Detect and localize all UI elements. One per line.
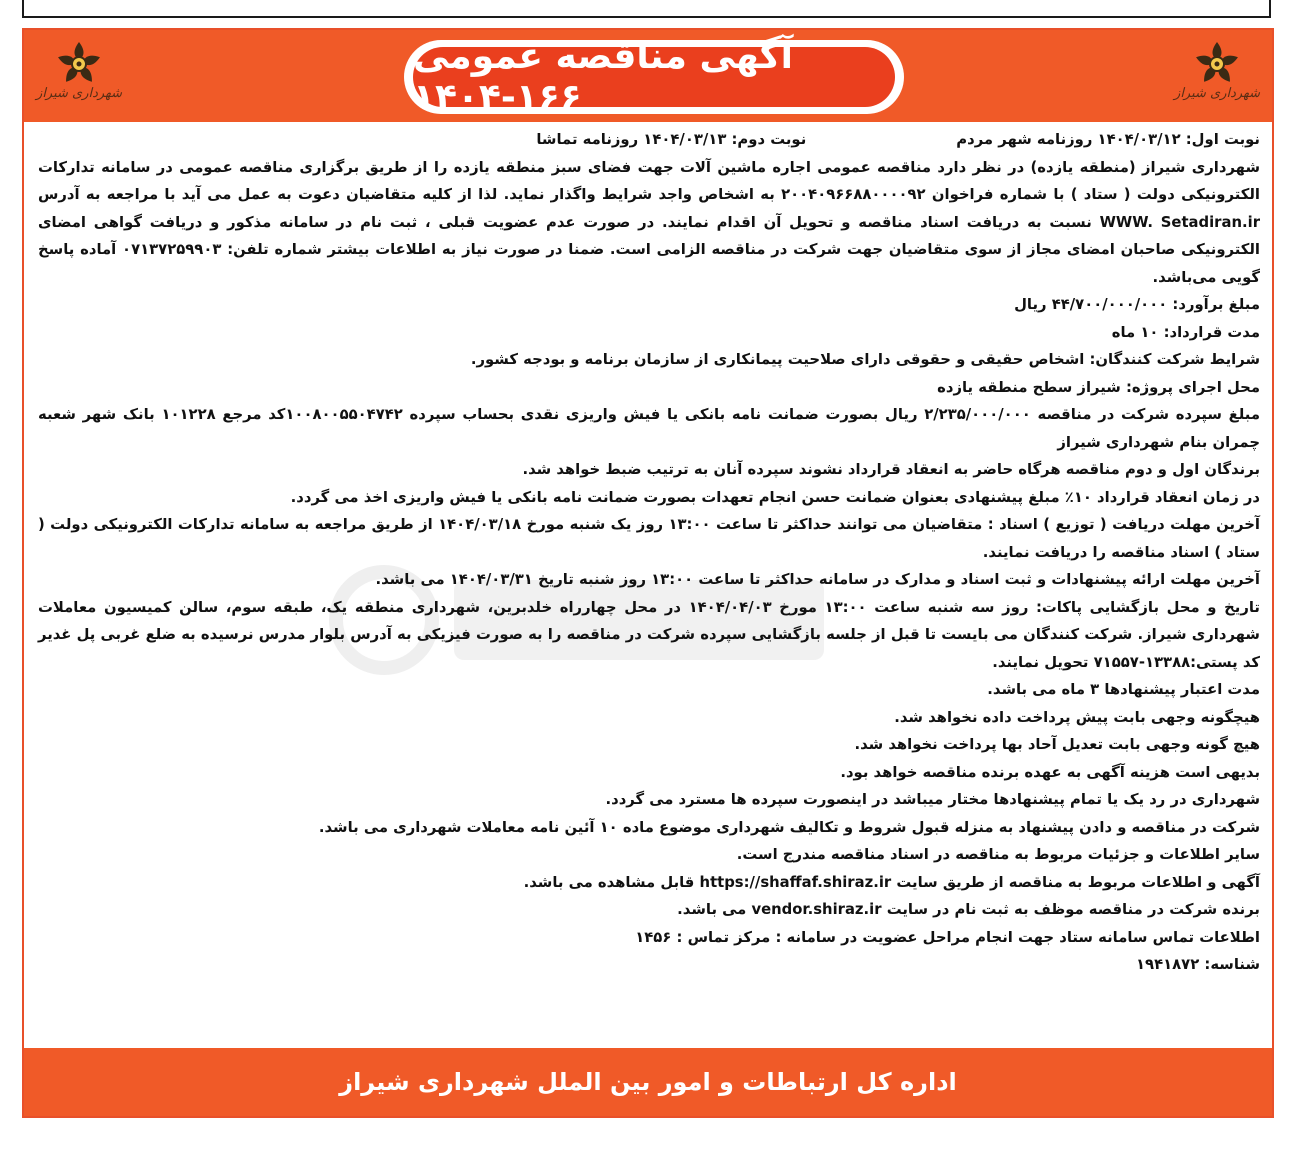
- setadiran-link[interactable]: WWW. Setadiran.ir: [1099, 213, 1260, 231]
- deadline-submit-line: آخرین مهلت ارائه پیشنهادات و ثبت اسناد و مدارک در سامانه حداکثر تا ساعت ۱۳:۰۰ روز شنبه تاریخ ۱۴۰۴/۰۳/۳۱ می باشد.: [375, 571, 1260, 588]
- notice-title: آگهی مناقصه عمومی ۱۶۶-۱۴۰۴: [413, 47, 895, 107]
- ad-cost-line: بدیهی است هزینه آگهی به عهده برنده مناقصه خواهد بود.: [840, 763, 1260, 781]
- duration-line: مدت قرارداد: ۱۰ ماه: [1111, 323, 1260, 341]
- validity-line: مدت اعتبار پیشنهادها ۳ ماه می باشد.: [987, 681, 1260, 698]
- intro-paragraph: [38, 154, 1260, 292]
- logo-right: [1176, 40, 1258, 114]
- contact-line: اطلاعات تماس سامانه ستاد جهت انجام مراحل عضویت در سامانه : مرکز تماس : ۱۴۵۶: [635, 928, 1260, 946]
- intro-text-1: شهرداری شیراز (منطقه یازده) در نظر دارد مناقصه عمومی اجاره ماشین آلات جهت فضای سبز منطقه یازده را از طریق برگزاری مناقصه عمومی در سامانه تدارکات الکترونیکی دولت ( ستاد ) با شماره فراخوان ۲۰۰۴۰۹۶۶۸۸۰۰۰۰۹۲ به اشخاص واجد شرایط واگذار نماید. لذا از کلیه متقاضیان دعوت به عمل می آید با مراجعه به آدرس: [38, 158, 1260, 203]
- vendor-line: [38, 896, 1260, 924]
- rejection-line: شهرداری در رد یک یا تمام پیشنهادها مختار میباشد در اینصورت سپرده ها مسترد می گردد.: [605, 791, 1260, 808]
- site-info-line: [38, 869, 1260, 897]
- previous-notice-frame: [22, 0, 1271, 18]
- opening-paragraph: تاریخ و محل بازگشایی پاکات: روز سه شنبه ساعت ۱۳:۰۰ مورخ ۱۴۰۴/۰۴/۰۳ در محل چهارراه خلدبرین، شهرداری منطقه یک، طبقه سوم، سالن کمیسیون معاملات شهرداری شیراز. شرکت کنندگان می بایست تا قبل از جلسه بازگشایی سپرده شرکت در مناقصه را به صورت فیزیکی به آدرس بلوار مدرس نرسیده به ضلع غربی پل غدیر کد پستی:۱۳۳۸۸-۷۱۵۵۷ تحویل نمایند.: [38, 598, 1260, 671]
- vendor-link[interactable]: vendor.shiraz.ir: [751, 901, 882, 918]
- logo-right-text: شهرداری شیراز: [1174, 86, 1260, 101]
- estimate-line: مبلغ برآورد: ۴۴/۷۰۰/۰۰۰/۰۰۰ ریال: [1014, 296, 1260, 313]
- footer-text: اداره کل ارتباطات و امور بین الملل شهرداری شیراز: [339, 1068, 957, 1096]
- conditions-line: شرایط شرکت کنندگان: اشخاص حقیقی و حقوقی دارای صلاحیت پیمانکاری از سازمان برنامه و بودجه کشور.: [470, 351, 1260, 368]
- publication-dates: [38, 126, 1260, 154]
- title-pill: [404, 36, 904, 118]
- first-publication: نوبت اول: ۱۴۰۴/۰۳/۱۲ روزنامه شهر مردم: [956, 131, 1260, 148]
- winners-line: برندگان اول و دوم مناقصه هرگاه حاضر به انعقاد قرارداد نشوند سپرده آنان به ترتیب ضبط خواهد شد.: [522, 461, 1260, 478]
- municipality-emblem-icon: [55, 40, 103, 88]
- site-info-post: قابل مشاهده می باشد.: [523, 873, 695, 891]
- acceptance-line: شرکت در مناقصه و دادن پیشنهاد به منزله قبول شروط و تکالیف شهرداری موضوع ماده ۱۰ آئین نامه معاملات شهرداری می باشد.: [318, 818, 1260, 836]
- second-publication: نوبت دوم: ۱۴۰۴/۰۳/۱۳ روزنامه تماشا: [536, 131, 807, 148]
- footer-bar: [24, 1048, 1272, 1116]
- other-info-line: سایر اطلاعات و جزئیات مربوط به مناقصه در اسناد مناقصه مندرج است.: [736, 846, 1260, 863]
- tender-notice: [22, 28, 1274, 1118]
- notice-id: شناسه: ۱۹۴۱۸۷۲: [1136, 956, 1260, 973]
- no-prepayment-line: هیچگونه وجهی بابت پیش پرداخت داده نخواهد شد.: [894, 708, 1260, 726]
- location-line: محل اجرای پروژه: شیراز سطح منطقه یازده: [937, 378, 1260, 396]
- vendor-pre: برنده شرکت در مناقصه موظف به ثبت نام در سایت: [886, 901, 1260, 918]
- site-info-pre: آگهی و اطلاعات مربوط به مناقصه از طریق سایت: [896, 873, 1260, 891]
- municipality-emblem-icon: [1193, 40, 1241, 88]
- logo-left-text: شهرداری شیراز: [36, 86, 122, 101]
- vendor-post: می باشد.: [677, 901, 747, 918]
- no-adjustment-line: هیچ گونه وجهی بابت تعدیل آحاد بها پرداخت نخواهد شد.: [854, 736, 1260, 753]
- logo-left: [38, 40, 120, 114]
- intro-text-2: نسبت به دریافت اسناد مناقصه و تحویل آن اقدام نمایند. در صورت عدم عضویت قبلی ، ثبت نام در سامانه مذکور و دریافت گواهی امضای الکترونیکی صاحبان امضای مجاز از سوی متقاضیان جهت شرکت در مناقصه الزامی است. ضمنا در صورت نیاز به اطلاعات بیشتر شماره تلفن: ۰۷۱۳۷۲۵۹۹۰۳ آماده پاسخ گویی می‌باشد.: [38, 213, 1260, 286]
- header-bar: [24, 30, 1272, 122]
- deadline-receive-paragraph: آخرین مهلت دریافت ( توزیع ) اسناد : متقاضیان می توانند حداکثر تا ساعت ۱۳:۰۰ روز یک شنبه مورخ ۱۴۰۴/۰۳/۱۸ از طریق مراجعه به سامانه تدارکات الکترونیکی دولت ( ستاد ) اسناد مناقصه را دریافت نمایند.: [38, 516, 1260, 561]
- notice-body: [38, 126, 1260, 979]
- guarantee-line: در زمان انعقاد قرارداد ۱۰٪ مبلغ پیشنهادی بعنوان ضمانت حسن انجام تعهدات بصورت ضمانت نامه بانکی یا فیش واریزی اخذ می گردد.: [290, 488, 1260, 506]
- deposit-paragraph: مبلغ سپرده شرکت در مناقصه ۲/۲۳۵/۰۰۰/۰۰۰ ریال بصورت ضمانت نامه بانکی یا فیش واریزی نقدی بحساب سپرده ۱۰۰۸۰۰۵۵۰۴۷۴۲کد مرجع ۱۰۱۲۲۸ بانک شهر شعبه چمران بنام شهرداری شیراز: [38, 406, 1261, 451]
- shaffaf-link[interactable]: https://shaffaf.shiraz.ir: [699, 873, 892, 891]
